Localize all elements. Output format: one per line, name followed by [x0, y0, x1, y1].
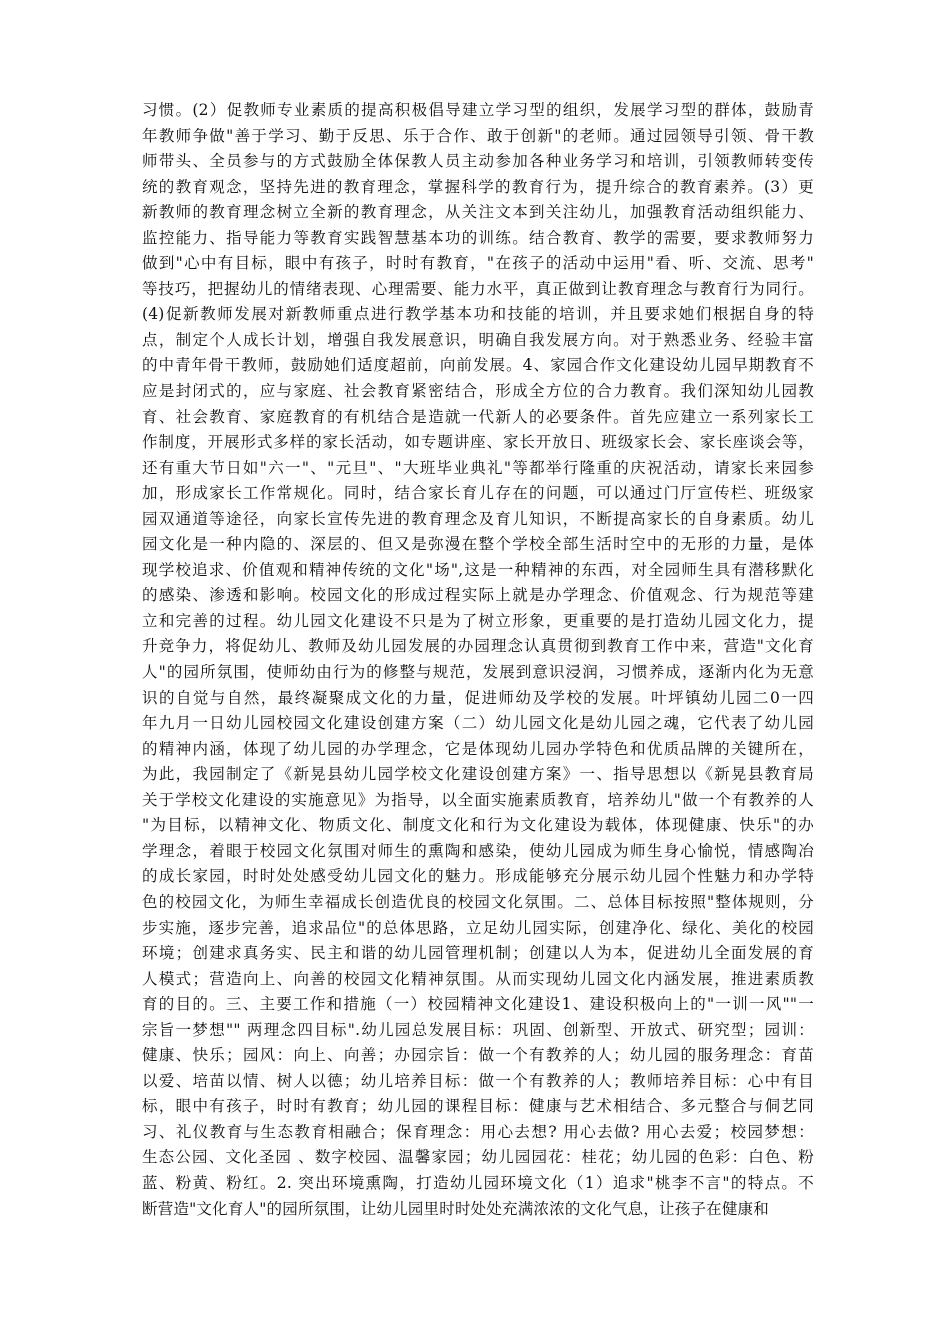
text-line: 的精神内涵，体现了幼儿园的办学理念，它是体现幼儿园办学特色和优质品牌的关键所在， — [142, 739, 814, 758]
text-line: 人模式；营造向上、向善的校园文化精神氛围。从而实现幼儿园文化内涵发展，推进素质教 — [142, 969, 814, 988]
text-line: 应是封闭式的，应与家庭、社会教育紧密结合，形成全方位的合力教育。我们深知幼儿园教 — [142, 382, 814, 401]
text-line: 园文化是一种内隐的、深层的、但又是弥漫在整个学校全部生活时空中的无形的力量，是体 — [142, 535, 814, 554]
text-line: 关于学校文化建设的实施意见》为指导，以全面实施素质教育，培养幼儿"做一个有教养的人 — [142, 790, 814, 809]
text-line: 点，制定个人成长计划，增强自我发展意识，明确自我发展方向。对于熟悉业务、经验丰富 — [142, 330, 814, 349]
text-line: 学理念，着眼于校园文化氛围对师生的熏陶和感染，使幼儿园成为师生身心愉悦，情感陶冶 — [142, 841, 814, 860]
text-line: 人"的园所氛围，使师幼由行为的修整与规范，发展到意识浸润，习惯养成，逐渐内化为无意 — [142, 663, 814, 682]
text-line: 新教师的教育理念树立全新的教育理念，从关注文本到关注幼儿，加强教育活动组织能力、 — [142, 203, 814, 222]
text-line: 的成长家园，时时处处感受幼儿园文化的魅力。形成能够充分展示幼儿园个性魅力和办学特 — [142, 867, 814, 886]
text-line: 环境；创建求真务实、民主和谐的幼儿园管理机制；创建以人为本，促进幼儿全面发展的育 — [142, 944, 814, 963]
text-line: 蓝、粉黄、粉红。2. 突出环境熏陶，打造幼儿园环境文化（1）追求"桃李不言"的特点。不 — [142, 1173, 814, 1192]
text-line: 做到"心中有目标，眼中有孩子，时时有教育，"在孩子的活动中运用"看、听、交流、思考" — [142, 254, 814, 273]
body-text — [142, 98, 814, 1222]
text-line: 标，眼中有孩子，时时有教育；幼儿园的课程目标：健康与艺术相结合、多元整合与侗艺同 — [142, 1097, 814, 1116]
text-line: 园双通道等途径，向家长宣传先进的教育理念及育儿知识，不断提高家长的自身素质。幼儿 — [142, 509, 814, 528]
text-line: 步实施，逐步完善，追求品位"的总体思路，立足幼儿园实际，创建净化、绿化、美化的校园 — [142, 918, 814, 937]
text-line: 习、礼仪教育与生态教育相融合；保育理念：用心去想? 用心去做? 用心去爱；校园梦想： — [142, 1122, 814, 1141]
text-line: "为目标，以精神文化、物质文化、制度文化和行为文化建设为载体，体现健康、快乐"的办 — [142, 816, 814, 835]
text-line: 以爱、培苗以情、树人以德；幼儿培养目标：做一个有教养的人；教师培养目标：心中有目 — [142, 1071, 814, 1090]
text-line: 统的教育观念，坚持先进的教育理念，掌握科学的教育行为，提升综合的教育素养。(3）更 — [142, 177, 814, 196]
text-line: 的感染、渗透和影响。校园文化的形成过程实际上就是办学理念、价值观念、行为规范等建 — [142, 586, 814, 605]
text-line: 宗旨一梦想"" 两理念四目标".幼儿园总发展目标：巩固、创新型、开放式、研究型；园训： — [142, 1020, 814, 1039]
text-line: 升竞争力，将促幼儿、教师及幼儿园发展的办园理念认真贯彻到教育工作中来，营造"文化育 — [142, 637, 814, 656]
text-line: 生态公园、文化圣园 、数字校园、温馨家园；幼儿园园花：桂花；幼儿园的色彩：白色、粉 — [142, 1148, 814, 1167]
text-line: 还有重大节日如"六一"、"元旦"、"大班毕业典礼"等都举行隆重的庆祝活动，请家长来园参 — [142, 458, 814, 477]
text-line: 育、社会教育、家庭教育的有机结合是造就一代新人的必要条件。首先应建立一系列家长工 — [142, 407, 814, 426]
text-line: 色的校园文化，为师生幸福成长创造优良的校园文化氛围。二、总体目标按照"整体规则，分 — [142, 892, 814, 911]
text-line: 作制度，开展形式多样的家长活动，如专题讲座、家长开放日、班级家长会、家长座谈会等， — [142, 433, 814, 452]
text-line: 育的目的。三、主要工作和措施（一）校园精神文化建设1、建设积极向上的"一训一风""一 — [142, 995, 814, 1014]
text-line: 的中青年骨干教师，鼓励她们适度超前，向前发展。4、家园合作文化建设幼儿园早期教育不 — [142, 356, 814, 375]
text-line: 健康、快乐；园风：向上、向善；办园宗旨：做一个有教养的人；幼儿园的服务理念：育苗 — [142, 1046, 814, 1065]
text-line: 师带头、全员参与的方式鼓励全体保教人员主动参加各种业务学习和培训，引领教师转变传 — [142, 152, 814, 171]
text-line: 为此，我园制定了《新晃县幼儿园学校文化建设创建方案》一、指导思想以《新晃县教育局 — [142, 765, 814, 784]
text-line: 监控能力、指导能力等教育实践智慧基本功的训练。结合教育、教学的需要，要求教师努力 — [142, 228, 814, 247]
text-line: 年九月一日幼儿园校园文化建设创建方案（二）幼儿园文化是幼儿园之魂，它代表了幼儿园 — [142, 714, 814, 733]
text-line: 立和完善的过程。幼儿园文化建设不只是为了树立形象，更重要的是打造幼儿园文化力，提 — [142, 611, 814, 630]
text-line: 识的自觉与自然，最终凝聚成文化的力量，促进师幼及学校的发展。叶坪镇幼儿园二0一四 — [142, 688, 814, 707]
text-line: (4)促新教师发展对新教师重点进行教学基本功和技能的培训，并且要求她们根据自身的特 — [142, 305, 814, 324]
text-line: 等技巧，把握幼儿的情绪表现、心理需要、能力水平，真正做到让教育理念与教育行为同行。 — [142, 279, 814, 298]
text-line: 年教师争做"善于学习、勤于反思、乐于合作、敢于创新"的老师。通过园领导引领、骨干教 — [142, 126, 814, 145]
text-line: 加，形成家长工作常规化。同时，结合家长育儿存在的问题，可以通过门厅宣传栏、班级家 — [142, 484, 814, 503]
text-line: 现学校追求、价值观和精神传统的文化"场",这是一种精神的东西，对全园师生具有潜移默化 — [142, 560, 814, 579]
text-line: 断营造"文化育人"的园所氛围，让幼儿园里时时处处充满浓浓的文化气息，让孩子在健康和 — [142, 1199, 769, 1218]
text-line: 习惯。(2）促教师专业素质的提高积极倡导建立学习型的组织，发展学习型的群体，鼓励青 — [142, 101, 814, 119]
